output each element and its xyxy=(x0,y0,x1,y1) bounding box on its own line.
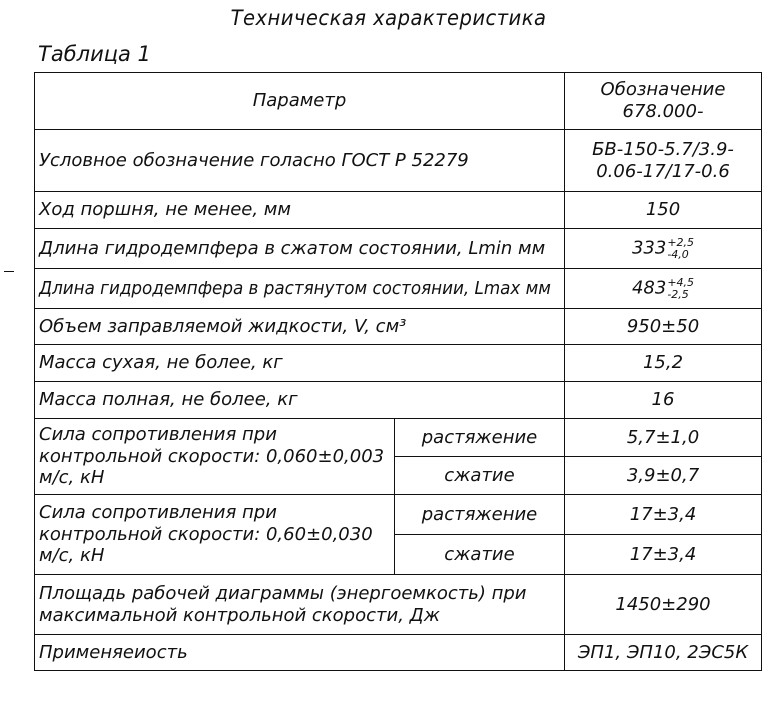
row-stroke-label: Ход поршня, не менее, мм xyxy=(39,199,291,221)
row-lmax-tolerance xyxy=(667,277,694,300)
value-cell xyxy=(565,229,762,269)
row-area-value: 1450±290 xyxy=(615,593,711,615)
row-force2-val1: 17±3,4 xyxy=(629,503,697,525)
value-cell xyxy=(565,457,762,495)
row-volume-label: Объем заправляемой жидкости, V, см³ xyxy=(39,315,407,337)
row-full-mass-label: Масса полная, не более, кг xyxy=(39,389,298,411)
header-designation-cell xyxy=(565,73,762,130)
row-volume-value: 950±50 xyxy=(626,315,700,337)
row-lmin-tol-upper: +2,5 xyxy=(667,235,695,249)
param-cell xyxy=(35,382,565,419)
table-row xyxy=(35,309,762,345)
row-force1-label: Сила сопротивления при контрольной скорости: 0,060±0,003 м/с, кН xyxy=(39,424,385,489)
row-gost-value-line2: 0.06-17/17-0.6 xyxy=(596,160,730,182)
table-header-row xyxy=(35,73,762,130)
row-lmax-value: 483 xyxy=(631,277,667,299)
row-lmin-value: 333 xyxy=(631,237,667,259)
row-force1-sub1: растяжение xyxy=(421,426,538,448)
param-cell xyxy=(35,309,565,345)
value-cell xyxy=(565,575,762,635)
row-force2-val2: 17±3,4 xyxy=(629,543,697,565)
row-stroke-value: 150 xyxy=(645,199,681,221)
row-dry-mass-value: 15,2 xyxy=(642,352,684,374)
value-cell xyxy=(565,382,762,419)
row-force1-val2: 3,9±0,7 xyxy=(626,464,700,486)
row-force2-sub2: сжатие xyxy=(444,543,515,565)
row-lmin-label: Длина гидродемпфера в сжатом состоянии, Lmin мм xyxy=(39,237,546,259)
subparam-cell xyxy=(395,495,565,535)
value-cell xyxy=(565,635,762,671)
row-full-mass-value: 16 xyxy=(651,389,675,411)
row-lmin-tol-lower: -4,0 xyxy=(667,247,689,261)
row-usage-label: Применяеиость xyxy=(39,641,188,663)
table-row xyxy=(35,495,762,535)
row-force1-sub2: сжатие xyxy=(444,464,515,486)
table-row xyxy=(35,575,762,635)
table-row xyxy=(35,130,762,192)
value-cell xyxy=(565,345,762,382)
row-usage-value: ЭП1, ЭП10, 2ЭС5К xyxy=(577,641,749,663)
param-cell xyxy=(35,345,565,382)
row-force1-val1: 5,7±1,0 xyxy=(626,426,700,448)
row-area-label: Площадь рабочей диаграммы (энергоемкость) при максимальной контрольной скорости, Дж xyxy=(39,582,527,626)
row-lmax-tol-lower: -2,5 xyxy=(667,287,689,301)
spec-table xyxy=(34,72,762,671)
table-row xyxy=(35,192,762,229)
row-lmax-tol-upper: +4,5 xyxy=(667,275,695,289)
param-cell xyxy=(35,192,565,229)
table-row xyxy=(35,419,762,457)
header-designation-line1: Обозначение xyxy=(600,79,726,101)
header-designation-line2: 678.000- xyxy=(622,101,704,122)
document-title: Техническая характеристика xyxy=(230,6,547,30)
param-cell xyxy=(35,269,565,309)
table-label: Таблица 1 xyxy=(38,42,151,66)
row-gost-label: Условное обозначение голасно ГОСТ Р 52279 xyxy=(39,149,469,171)
value-cell xyxy=(565,192,762,229)
param-cell xyxy=(35,495,395,575)
value-cell xyxy=(565,309,762,345)
table-row xyxy=(35,345,762,382)
value-cell xyxy=(565,495,762,535)
table-row xyxy=(35,635,762,671)
value-cell xyxy=(565,130,762,192)
param-cell xyxy=(35,419,395,495)
row-gost-value-line1: БВ-150-5.7/3.9- xyxy=(592,138,734,160)
margin-tick-mark xyxy=(4,271,14,272)
param-cell xyxy=(35,635,565,671)
value-cell xyxy=(565,535,762,575)
param-cell xyxy=(35,575,565,635)
header-param-cell xyxy=(35,73,565,130)
subparam-cell xyxy=(395,419,565,457)
header-param: Параметр xyxy=(252,90,347,112)
param-cell xyxy=(35,130,565,192)
value-cell xyxy=(565,419,762,457)
subparam-cell xyxy=(395,535,565,575)
table-row xyxy=(35,269,762,309)
row-force2-label: Сила сопротивления при контрольной скорости: 0,60±0,030 м/с, кН xyxy=(39,502,373,567)
row-force2-sub1: растяжение xyxy=(421,503,538,525)
table-row xyxy=(35,229,762,269)
param-cell xyxy=(35,229,565,269)
table-row xyxy=(35,382,762,419)
value-cell xyxy=(565,269,762,309)
row-dry-mass-label: Масса сухая, не более, кг xyxy=(39,352,283,374)
subparam-cell xyxy=(395,457,565,495)
row-lmax-label: Длина гидродемпфера в растянутом состоянии, Lmax мм xyxy=(39,277,551,299)
row-lmin-tolerance xyxy=(667,237,694,260)
